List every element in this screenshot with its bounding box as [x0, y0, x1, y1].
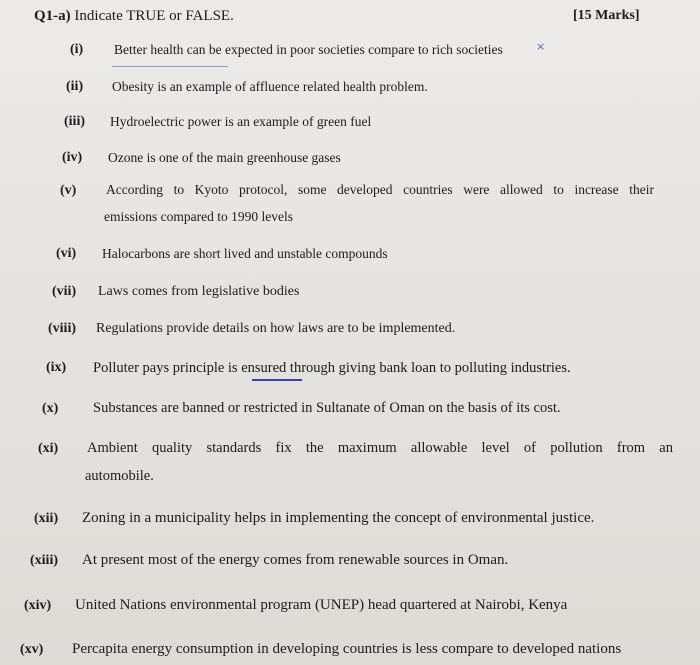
statement-number: (x) [42, 401, 59, 416]
statement-number: (viii) [48, 321, 76, 336]
statement-text: Substances are banned or restricted in Sultanate of Oman on the basis of its cost. [93, 400, 561, 416]
statement-text: Regulations provide details on how laws are to be implemented. [96, 321, 456, 336]
statement-text: According to Kyoto protocol, some developed countries were allowed to increase their [106, 182, 654, 197]
handwritten-cross-mark: × [536, 40, 546, 53]
statement-number: (xv) [20, 642, 44, 657]
statement-number: (xii) [34, 511, 59, 526]
statement-number: (xiii) [30, 553, 58, 568]
statement-text-continued: emissions compared to 1990 levels [104, 209, 293, 224]
handwritten-underline-ensured [252, 377, 302, 381]
statement-text-continued: automobile. [85, 468, 154, 484]
question-number: Q1-a) [34, 8, 71, 24]
statement-number: (vi) [56, 246, 77, 261]
statement-number: (xi) [38, 441, 59, 456]
statement-text: Laws comes from legislative bodies [98, 284, 300, 299]
statement-text: Obesity is an example of affluence related health problem. [112, 79, 428, 94]
statement-number: (ix) [46, 360, 67, 375]
statement-number: (vii) [52, 284, 77, 299]
statement-number: (iv) [62, 150, 83, 165]
statement-text: Ambient quality standards fix the maximum allowable level of pollution from an [87, 440, 673, 456]
statement-number: (xiv) [24, 598, 52, 613]
statement-number: (v) [60, 183, 77, 198]
question-header [34, 8, 234, 25]
statement-text: Ozone is one of the main greenhouse gases [108, 150, 341, 165]
statement-number: (iii) [64, 114, 85, 129]
statement-text: At present most of the energy comes from renewable sources in Oman. [82, 552, 509, 568]
statement-text: United Nations environmental program (UNEP) head quartered at Nairobi, Kenya [75, 597, 568, 613]
statement-number: (i) [70, 42, 84, 57]
statement-text: Polluter pays principle is ensured through giving bank loan to polluting industries. [93, 360, 571, 376]
statement-number: (ii) [66, 79, 84, 94]
marks-label: [15 Marks] [573, 8, 640, 23]
statement-text: Zoning in a municipality helps in implementing the concept of environmental justice. [82, 510, 595, 526]
statement-text: Halocarbons are short lived and unstable compounds [102, 246, 388, 261]
statement-text: Percapita energy consumption in developing countries is less compare to developed nations [72, 641, 622, 657]
handwritten-underline [112, 63, 228, 67]
statement-text: Hydroelectric power is an example of green fuel [110, 114, 372, 129]
question-instruction: Indicate TRUE or FALSE. [74, 8, 234, 24]
statement-text: Better health can be expected in poor societies compare to rich societies [114, 42, 503, 57]
